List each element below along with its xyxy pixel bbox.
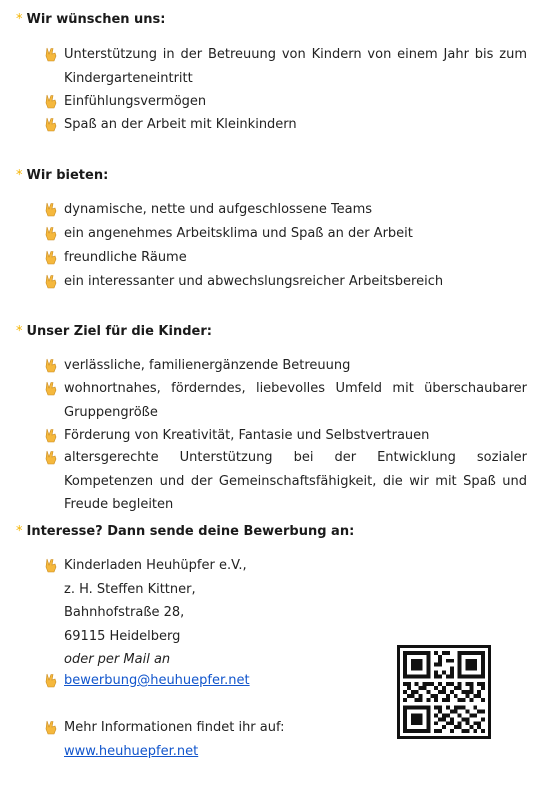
star-icon: *: [16, 324, 23, 339]
info-text: Mehr Informationen findet ihr auf:: [64, 720, 285, 735]
list-item: freundliche Räume: [44, 246, 527, 270]
address-line: z. H. Steffen Kittner,: [64, 581, 196, 597]
list-item: verlässliche, familienergänzende Betreuung: [44, 354, 527, 378]
star-icon: *: [16, 524, 23, 539]
section-heading-text: Wir wünschen uns:: [26, 12, 166, 27]
website-link[interactable]: www.heuhuepfer.net: [64, 743, 199, 759]
list-item: Einfühlungsvermögen: [44, 90, 527, 114]
list-item: wohnortnahes, förderndes, liebevolles Umfeld mit überschaubarer Gruppengröße: [44, 377, 527, 424]
address-line: Kinderladen Heuhüpfer e.V.,: [64, 558, 247, 573]
victory-hand-icon: [44, 673, 58, 688]
victory-hand-icon: [44, 117, 58, 132]
victory-hand-icon: [44, 250, 58, 265]
contact-email: [44, 669, 374, 693]
contact-info: [44, 716, 374, 763]
qr-code-image: [403, 651, 485, 733]
victory-hand-icon: [44, 202, 58, 217]
list-item: ein interessanter und abwechslungsreicher Arbeitsbereich: [44, 270, 527, 294]
victory-hand-icon: [44, 358, 58, 373]
section-heading-text: Unser Ziel für die Kinder:: [26, 324, 212, 339]
list-item: Förderung von Kreativität, Fantasie und Selbstvertrauen: [44, 424, 527, 448]
contact-heading: [16, 524, 354, 539]
victory-hand-icon: [44, 558, 58, 573]
list-item: altersgerechte Unterstützung bei der Entwicklung sozialer Kompetenzen und der Gemeinschaftsfähigkeit, die wir mit Spaß und Freude begleiten: [44, 446, 527, 517]
list-item: ein angenehmes Arbeitsklima und Spaß an der Arbeit: [44, 222, 527, 246]
section-heading: [16, 324, 212, 339]
star-icon: *: [16, 12, 23, 27]
section-heading: [16, 12, 166, 27]
mail-hint: oder per Mail an: [64, 652, 171, 667]
list-item: Spaß an der Arbeit mit Kleinkindern: [44, 113, 527, 137]
list-item: dynamische, nette und aufgeschlossene Teams: [44, 198, 527, 222]
qr-code[interactable]: [397, 645, 491, 739]
section-heading: [16, 168, 108, 183]
victory-hand-icon: [44, 47, 58, 62]
victory-hand-icon: [44, 720, 58, 735]
victory-hand-icon: [44, 274, 58, 289]
victory-hand-icon: [44, 226, 58, 241]
victory-hand-icon: [44, 428, 58, 443]
victory-hand-icon: [44, 381, 58, 396]
list-item: Unterstützung in der Betreuung von Kindern von einem Jahr bis zum Kindergarteneintritt: [44, 43, 527, 90]
address-line: Bahnhofstraße 28,: [64, 605, 185, 620]
contact-heading-text: Interesse? Dann sende deine Bewerbung an:: [26, 524, 355, 539]
email-link[interactable]: bewerbung@heuhuepfer.net: [64, 673, 250, 688]
star-icon: *: [16, 168, 23, 183]
address-line: 69115 Heidelberg: [64, 628, 181, 644]
section-heading-text: Wir bieten:: [26, 168, 109, 183]
victory-hand-icon: [44, 94, 58, 109]
contact-address: [44, 554, 374, 672]
victory-hand-icon: [44, 450, 58, 465]
